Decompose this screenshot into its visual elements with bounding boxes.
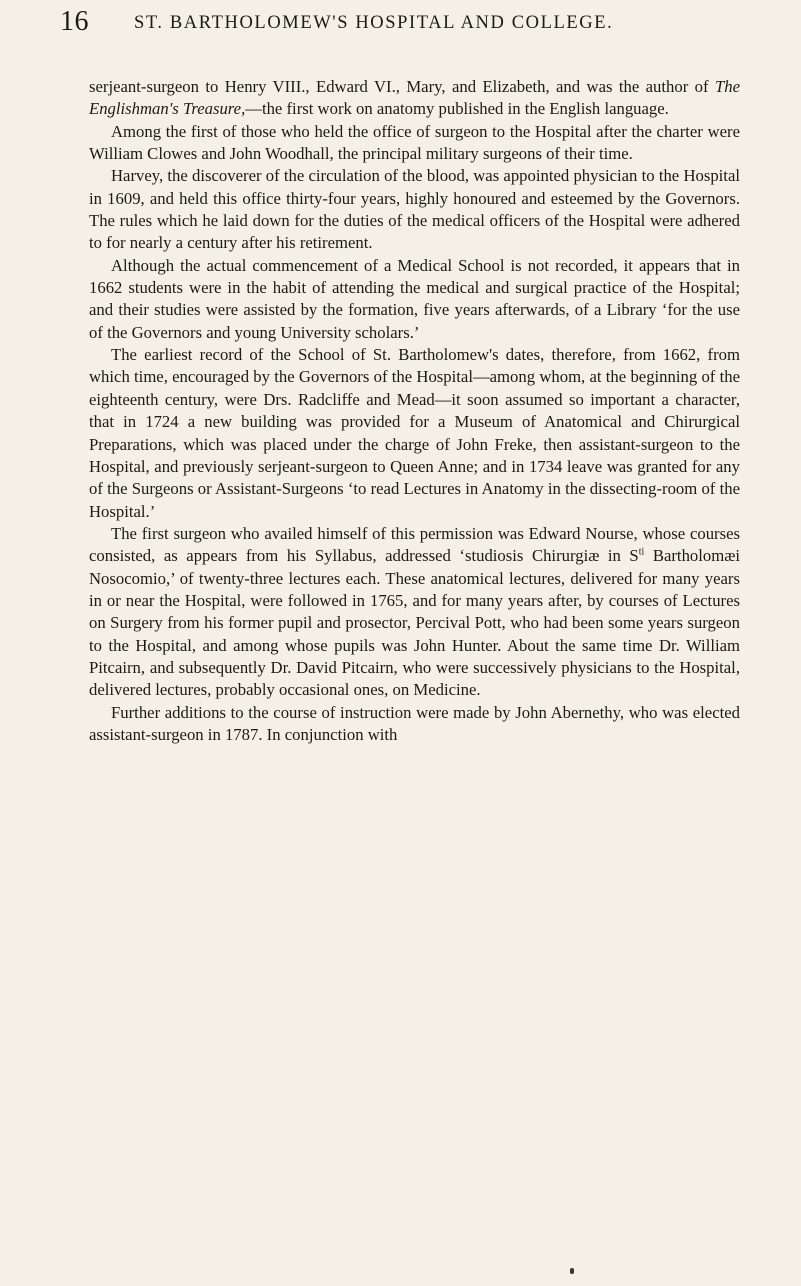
- paragraph-2: Among the first of those who held the office of surgeon to the Hospital after the charter were William Clowes and John Woodhall, the principal military surgeons of their time.: [89, 121, 740, 164]
- paragraph-6: [89, 523, 740, 702]
- paragraph-5: The earliest record of the School of St. Bartholomew's dates, therefore, from 1662, from which time, encouraged by the Governors of the Hospital—among whom, at the beginning of the eighteenth century, were Drs. Radcliffe and Mead—it soon assumed so important a character, that in 1724 a new building was provided for a Museum of Anatomical and Chirurgical Preparations, which was placed under the charge of John Freke, then assistant-surgeon to the Hospital, and previously serjeant-surgeon to Queen Anne; and in 1734 leave was granted for any of the Surgeons or Assistant-Surgeons ‘to read Lectures in Anatomy in the dissecting-room of the Hospital.’: [89, 345, 740, 521]
- paragraph-3: Harvey, the discoverer of the circulation of the blood, was appointed physician to the Hospital in 1609, and held this office thirty-four years, highly honoured and esteemed by the Governors. The rules which he laid down for the duties of the medical officers of the Hospital were adhered to for nearly a century after his retirement.: [89, 166, 740, 253]
- running-head: ST. BARTHOLOMEW'S HOSPITAL AND COLLEGE.: [134, 13, 614, 33]
- paragraph-6-text: The first surgeon who availed himself of this permission was Edward Nourse, whose courses consisted, as appears from his Syllabus, addressed ‘studiosis Chirurgiæ in S: [89, 523, 740, 566]
- paragraph-1-text-end: —the first work on anatomy published in the English language.: [245, 99, 669, 119]
- paragraph-1: [89, 76, 740, 121]
- page-header: [60, 0, 760, 40]
- paragraph-4: Although the actual commencement of a Medical School is not recorded, it appears that in 1662 students were in the habit of attending the medical and surgical practice of the Hospital; and their studies were assisted by the formation, five years afterwards, of a Library ‘for the use of the Governors and young University scholars.’: [89, 255, 740, 342]
- paragraph-6-text-end: Bartholomæi Nosocomio,’ of twenty-three lectures each. These anatomical lectures, delivered for many years in or near the Hospital, were followed in 1765, and for many years after, by courses of Lectures on Surgery from his former pupil and prosector, Percival Pott, who had been some years surgeon to the Hospital, and among whose pupils was John Hunter. About the same time Dr. William Pitcairn, and subsequently Dr. David Pitcairn, who were successively physicians to the Hospital, delivered lectures, probably occasional ones, on Medicine.: [89, 546, 740, 700]
- body-text: [89, 76, 740, 746]
- ink-mark: [570, 1268, 574, 1274]
- paragraph-1-text: serjeant-surgeon to Henry VIII., Edward VI., Mary, and Elizabeth, and was the author of: [89, 77, 715, 96]
- superscript-abbreviation: ti: [638, 546, 645, 558]
- page-number: 16: [60, 6, 89, 37]
- paragraph-7: Further additions to the course of instruction were made by John Abernethy, who was elected assistant-surgeon in 1787. In conjunction with: [89, 702, 740, 744]
- book-title: The Englishman's Treasure,: [89, 77, 740, 119]
